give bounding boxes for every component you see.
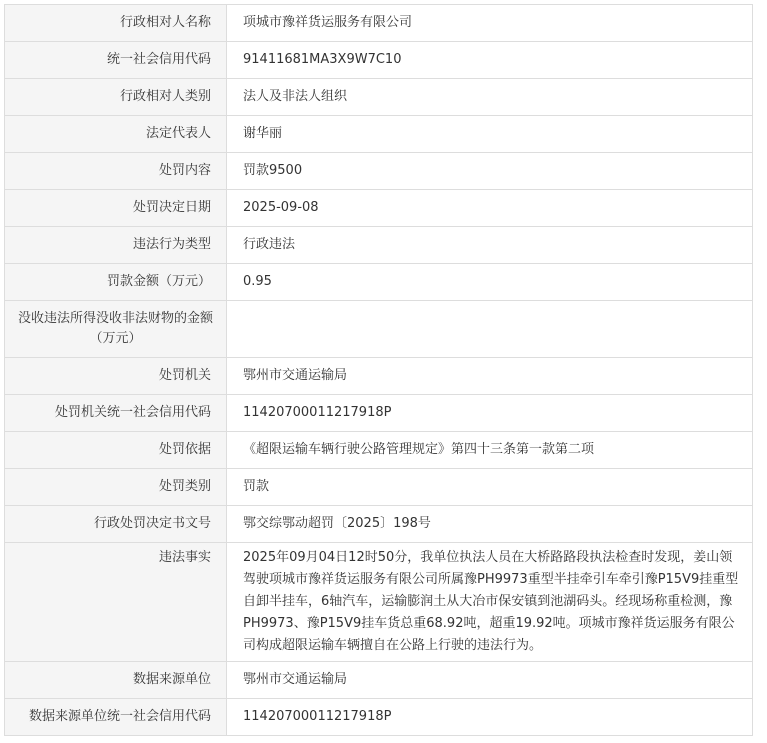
row-label: 没收违法所得没收非法财物的金额（万元） (5, 301, 227, 358)
row-label: 处罚机关统一社会信用代码 (5, 395, 227, 432)
table-row (5, 301, 753, 358)
table-row (5, 79, 753, 116)
table-row (5, 662, 753, 699)
table-row (5, 506, 753, 543)
row-value: 11420700011217918P (227, 395, 753, 432)
row-value: 法人及非法人组织 (227, 79, 753, 116)
table-row (5, 227, 753, 264)
row-label: 行政相对人类别 (5, 79, 227, 116)
row-value: 项城市豫祥货运服务有限公司 (227, 5, 753, 42)
table-row (5, 42, 753, 79)
table-row (5, 190, 753, 227)
table-row (5, 116, 753, 153)
row-value: 鄂州市交通运输局 (227, 358, 753, 395)
table-row (5, 358, 753, 395)
row-label: 罚款金额（万元） (5, 264, 227, 301)
row-value: 《超限运输车辆行驶公路管理规定》第四十三条第一款第二项 (227, 432, 753, 469)
table-row (5, 432, 753, 469)
table-row (5, 5, 753, 42)
row-value: 谢华丽 (227, 116, 753, 153)
row-label: 法定代表人 (5, 116, 227, 153)
row-label: 统一社会信用代码 (5, 42, 227, 79)
row-label: 数据来源单位统一社会信用代码 (5, 699, 227, 736)
row-value: 11420700011217918P (227, 699, 753, 736)
row-value: 罚款9500 (227, 153, 753, 190)
penalty-info-table (4, 4, 753, 736)
row-value: 行政违法 (227, 227, 753, 264)
row-label: 处罚机关 (5, 358, 227, 395)
row-value: 0.95 (227, 264, 753, 301)
table-row (5, 395, 753, 432)
row-label: 违法行为类型 (5, 227, 227, 264)
row-label: 处罚内容 (5, 153, 227, 190)
row-label: 违法事实 (5, 543, 227, 662)
row-label: 处罚依据 (5, 432, 227, 469)
row-value: 鄂交综鄂动超罚〔2025〕198号 (227, 506, 753, 543)
row-label: 处罚决定日期 (5, 190, 227, 227)
row-value: 2025年09月04日12时50分，我单位执法人员在大桥路路段执法检查时发现，姜山领驾驶项城市豫祥货运服务有限公司所属豫PH9973重型半挂牵引车牵引豫P15V9挂重型自卸半挂车，6轴汽车，运输膨润土从大冶市保安镇到池湖码头。经现场称重检测，豫PH9973、豫P15V9挂车货总重68.92吨，超重19.92吨。项城市豫祥货运服务有限公司构成超限运输车辆擅自在公路上行驶的违法行为。 (227, 543, 753, 662)
table-row (5, 543, 753, 662)
table-row (5, 264, 753, 301)
table-row (5, 699, 753, 736)
table-row (5, 469, 753, 506)
table-row (5, 153, 753, 190)
row-label: 行政相对人名称 (5, 5, 227, 42)
row-value (227, 301, 753, 358)
row-label: 处罚类别 (5, 469, 227, 506)
row-value: 2025-09-08 (227, 190, 753, 227)
row-label: 数据来源单位 (5, 662, 227, 699)
row-label: 行政处罚决定书文号 (5, 506, 227, 543)
row-value: 罚款 (227, 469, 753, 506)
row-value: 91411681MA3X9W7C10 (227, 42, 753, 79)
row-value: 鄂州市交通运输局 (227, 662, 753, 699)
